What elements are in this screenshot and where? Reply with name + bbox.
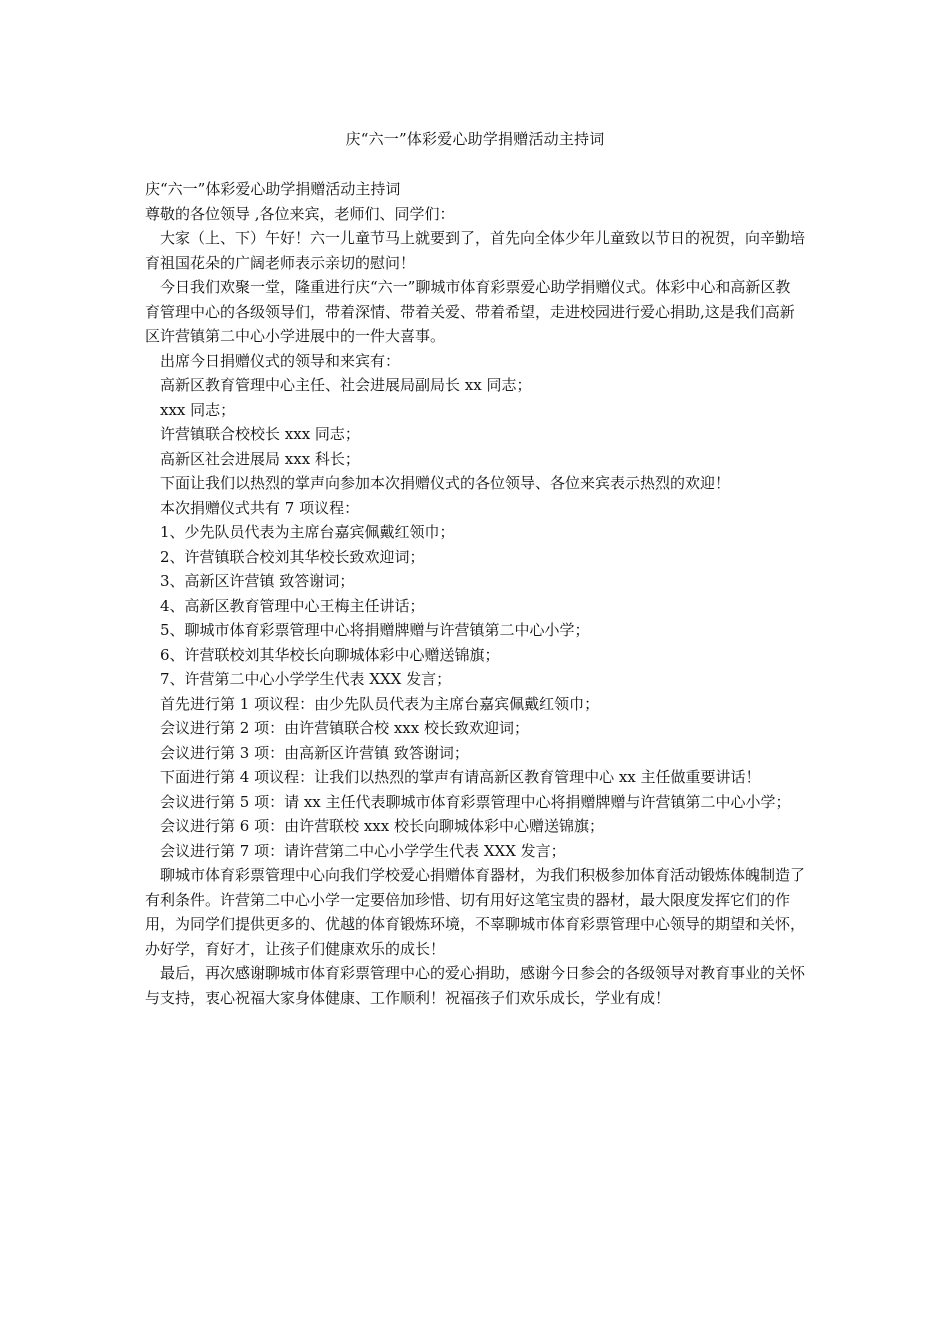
agenda-item: 7、许营第二中心小学学生代表 XXX 发言； — [160, 670, 452, 688]
paragraph-greeting: 大家（上、下）午好！六一儿童节马上就要到了，首先向全体少年儿童致以节日的祝贺，向辛勤培育祖国花朵的广阔老师表示亲切的慰问！ — [145, 229, 806, 272]
guest-item: 高新区教育管理中心主任、社会进展局副局长 xx 同志； — [160, 376, 532, 394]
agenda-item: 3、高新区许营镇 致答谢词； — [160, 572, 355, 590]
paragraph-closing: 最后，再次感谢聊城市体育彩票管理中心的爱心捐助，感谢今日参会的各级领导对教育事业的关怀与支持，衷心祝福大家身体健康、工作顺利！祝福孩子们欢乐成长，学业有成！ — [145, 964, 806, 1007]
guest-item: 许营镇联合校校长 xxx 同志； — [160, 425, 360, 443]
proceeding-item: 首先进行第 1 项议程：由少先队员代表为主席台嘉宾佩戴红领巾； — [160, 694, 600, 713]
proceeding-item: 下面进行第 4 项议程：让我们以热烈的掌声有请高新区教育管理中心 xx 主任做重要讲话！ — [160, 768, 761, 786]
agenda-item: 5、聊城市体育彩票管理中心将捐赠牌赠与许营镇第二中心小学； — [160, 621, 590, 639]
proceeding-item: 会议进行第 7 项：请许营第二中心小学学生代表 XXX 发言； — [160, 841, 566, 860]
proceeding-item: 会议进行第 5 项：请 xx 主任代表聊城市体育彩票管理中心将捐赠牌赠与许营镇第二中心小学； — [160, 792, 791, 811]
document-body — [145, 177, 805, 1010]
agenda-item: 1、少先队员代表为主席台嘉宾佩戴红领巾； — [160, 523, 455, 541]
proceeding-item: 会议进行第 6 项：由许营联校 xxx 校长向聊城体彩中心赠送锦旗； — [160, 817, 604, 835]
paragraph-welcome: 下面让我们以热烈的掌声向参加本次捐赠仪式的各位领导、各位来宾表示热烈的欢迎！ — [160, 474, 731, 492]
salutation: 尊敬的各位领导 ,各位来宾，老师们、同学们： — [145, 204, 455, 223]
agenda-intro: 本次捐赠仪式共有 7 项议程： — [160, 498, 360, 517]
proceeding-item: 会议进行第 3 项：由高新区许营镇 致答谢词； — [160, 743, 469, 762]
guest-item: 高新区社会进展局 xxx 科长； — [160, 449, 360, 468]
paragraph-thanks-donation: 聊城市体育彩票管理中心向我们学校爱心捐赠体育器材，为我们积极参加体育活动锻炼体魄制造了有利条件。许营第二中心小学一定要倍加珍惜、切有用好这笔宝贵的器材，最大限度发挥它们的作用，为同学们提供更多的、优越的体育锻炼环境，不辜聊城市体育彩票管理中心领导的期望和关怀，办好学，育好才，让孩子们健康欢乐的成长！ — [145, 866, 806, 958]
paragraph-intro: 今日我们欢聚一堂，隆重进行庆“六一”聊城市体育彩票爱心助学捐赠仪式。体彩中心和高新区教育管理中心的各级领导们，带着深情、带着关爱、带着希望，走进校园进行爱心捐助,这是我们高新区许营镇第二中心小学进展中的一件大喜事。 — [145, 278, 795, 345]
guest-item: xxx 同志； — [160, 400, 236, 419]
document-title: 庆“六一”体彩爱心助学捐赠活动主持词 — [345, 130, 605, 148]
agenda-item: 4、高新区教育管理中心王梅主任讲话； — [160, 596, 425, 615]
paragraph-guests-intro: 出席今日捐赠仪式的领导和来宾有： — [160, 351, 401, 370]
agenda-item: 2、许营镇联合校刘其华校长致欢迎词； — [160, 547, 425, 566]
body-heading: 庆“六一”体彩爱心助学捐赠活动主持词 — [145, 180, 401, 198]
agenda-item: 6、许营联校刘其华校长向聊城体彩中心赠送锦旗； — [160, 645, 500, 664]
proceeding-item: 会议进行第 2 项：由许营镇联合校 xxx 校长致欢迎词； — [160, 719, 529, 737]
